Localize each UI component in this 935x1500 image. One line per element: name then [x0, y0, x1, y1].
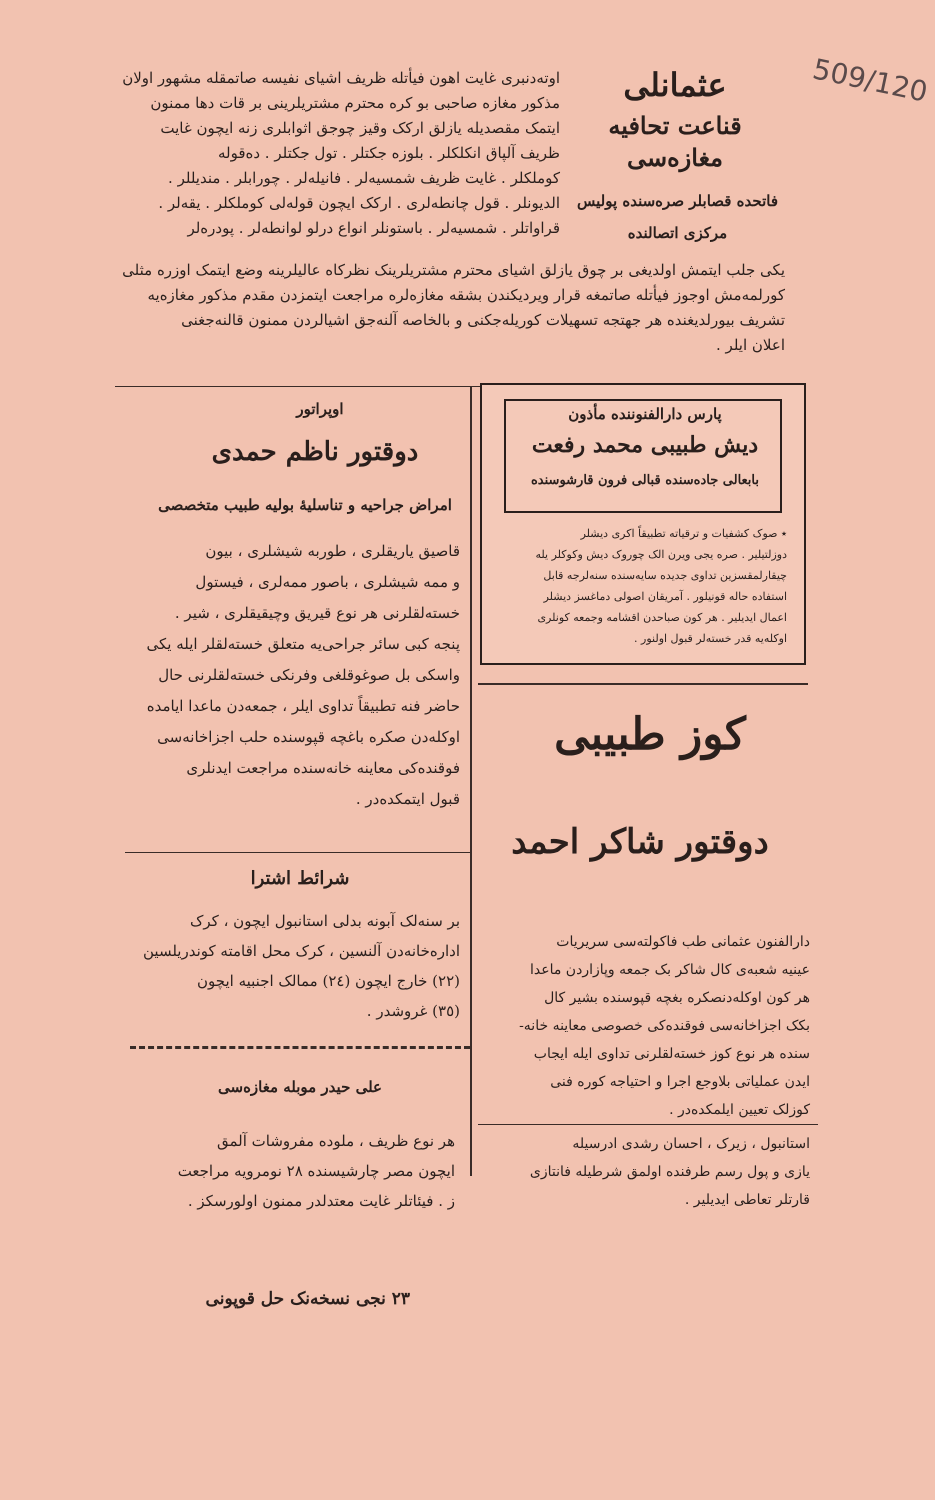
text-line: کوزلک تعیین ایلمکده‌در . [669, 1102, 810, 1118]
text-line: ٭ صوک کشفیات و ترقیاته تطبیقاً اکری دیشلر [580, 527, 787, 540]
store-body-full [105, 258, 785, 358]
text-line: هر کون اوکله‌دنصکره بغچه قپوسنده بشیر کال [544, 990, 810, 1006]
store-address-line1: فاتحده قصابلر صره‌سنده پولیس [576, 192, 778, 210]
furniture-body [160, 1126, 455, 1216]
text-line: حاضر فنه تطبیقاً تداوی ایلر ، جمعه‌دن ماعدا ایامده [146, 697, 460, 715]
surgeon-name: دوقتور ناظم حمدی [211, 437, 419, 467]
column-divider [470, 386, 472, 1176]
text-line: عینیه شعبه‌ی کال شاکر بک جمعه وپازاردن ماعدا [530, 962, 810, 978]
store-body-column [105, 66, 560, 241]
subscription-body [135, 906, 460, 1026]
subscription-title: شرائط اشترا [250, 868, 350, 889]
text-line: اوکله‌یه قدر خسته‌لر قبول اولنور . [634, 632, 787, 645]
text-line: قارتلر تعاطی ایدیلیر . [684, 1192, 810, 1208]
text-line: تشریف بیورلدیغنده هر جهتجه تسهیلات کوریله‌جکنی و بالخاصه آلنه‌جق اشیالردن ممنون قالنه‌جغنی [181, 311, 785, 329]
dentist-header: پارس دارالفنوننده مأذون [568, 405, 722, 423]
text-line: ایدن عملیاتی بلاوجع اجرا و احتیاجه کوره فنی [550, 1074, 810, 1090]
text-line: قاصیق یاریقلری ، طوربه شیشلری ، بیون [205, 542, 460, 560]
text-line: ایتمک مقصدیله یازلق ارکک وقیز چوجق اثوابلری زنه ایچون غایت [160, 119, 560, 137]
dentist-body [502, 523, 787, 649]
text-line: دوزلتیلیر . صره یجی ویرن الک چوروک دیش وکوکلر یله [535, 548, 787, 561]
text-line: کوملکلر . غایت ظریف شمسیه‌لر . فانیله‌لر . چورابلر . مندیللر . [168, 169, 560, 187]
eye-doctor-body [490, 928, 810, 1124]
dentist-ad-box [480, 383, 806, 665]
text-line: خسته‌لقلرنی هر نوع قیریق وچیقیقلری ، شیر . [174, 604, 460, 622]
store-title-line2: قناعت تحافیه مغازه‌سی [608, 111, 742, 172]
text-line: واسکی بل صوغوقلغی وفرنکی خسته‌لقلرنی حال [158, 666, 460, 684]
eye-doctor-title: کوز طبیبی [554, 709, 746, 760]
handwritten-note: 509/120 [809, 52, 931, 109]
text-line: اوته‌دنبری غایت اهون فیأتله ظریف اشیای نفیسه صاتمقله مشهور اولان [122, 69, 560, 87]
eye-doctor-name: دوقتور شاکر احمد [511, 822, 769, 862]
dentist-address: بابعالی جاده‌سنده قبالی فرون قارشوسنده [531, 473, 759, 488]
postcard-body [490, 1130, 810, 1214]
dashed-divider [130, 1046, 470, 1049]
text-line: بر سنه‌لک آبونه بدلی استانبول ایچون ، کرک [189, 912, 460, 930]
text-line: قراواتلر . شمسیه‌لر . باستونلر انواع درلو لوانطه‌لر . پودره‌لر [187, 219, 560, 237]
text-line: سنده هر نوع کوز خسته‌لقلرنی تداوی ایله ایجاب [533, 1046, 810, 1062]
text-line: اعلان ایلر . [716, 336, 785, 354]
surgeon-title: اوپراتور [296, 400, 344, 418]
text-line: ظریف آلپاق انکلکلر . بلوزه جکتلر . تول جکتلر . ده‌قوله [217, 144, 560, 162]
furniture-title: علی حیدر موبله مغازه‌سی [218, 1078, 382, 1096]
text-line: اداره‌خانه‌دن آلنسین ، کرک محل اقامته کوندریلسین [143, 942, 460, 960]
text-line: هر نوع ظریف ، ملوده مفروشات آلمق [216, 1132, 455, 1150]
text-line: پنجه کبی سائر جراحی‌یه متعلق خسته‌لقلر ایله یکی [146, 635, 460, 653]
surgeon-specialty: امراض جراحیه و تناسلیهٔ بولیه طبیب متخصصی [158, 496, 452, 514]
text-line: یازی و پول رسم طرفنده اولمق شرطیله فانتازی [529, 1164, 810, 1180]
text-line: مذکور مغازه صاحبی بو کره محترم مشتریلرینی بر قات دها ممنون [150, 94, 560, 112]
text-line: فوقنده‌کی معاینه خانه‌سنده مراجعت ایدنلری [186, 759, 460, 777]
text-line: دارالفنون عثمانی طب فاکولته‌سی سریریات [556, 934, 810, 950]
divider [478, 1124, 818, 1125]
text-line: کورلمه‌مش اوجوز فیأتله صاتمغه قرار ویردیکندن بشقه مغازه‌لره مراجعت ایتمزدن مقدم مذکور مغازه‌یه [147, 286, 785, 304]
text-line: ایچون مصر چارشیسنده ٢٨ نومرویه مراجعت [177, 1162, 455, 1180]
text-line: قبول ایتمکده‌در . [355, 790, 460, 808]
text-line: و ممه شیشلری ، باصور ممه‌لری ، فیستول [195, 573, 460, 591]
text-line: استفاده حاله قونیلور . آمریقان اصولی دماغسز دیشلر [543, 590, 787, 603]
text-line: یکی جلب ایتمش اولدیغی بر چوق یازلق اشیای محترم مشتریلرینک نظرکاه عالیلرینه وضع ایتمک اوزره مثلی [122, 261, 785, 279]
text-line: الدیونلر . قول چانطه‌لری . ارکک ایچون قوله‌لی کوملکلر . یقه‌لر . [158, 194, 560, 212]
text-line: (٢٢) خارج ایچون (٢٤) ممالک اجنبیه ایچون [197, 972, 460, 990]
text-line: استانبول ، زیرک ، احسان رشدی ادرسیله [572, 1136, 810, 1152]
surgeon-body [130, 536, 460, 815]
text-line: اوکله‌دن صکره باغچه قپوسنده حلب اجزاخانه‌سی [157, 728, 460, 746]
text-line: ز . فیئاتلر غایت معتدلدر ممنون اولورسکز . [187, 1192, 455, 1210]
text-line: چیقارلمقسزین تداوی جدیده سایه‌سنده سنه‌لرجه قابل [543, 569, 787, 582]
text-line: بکک اجزاخانه‌سی فوقنده‌کی خصوصی معاینه خانه- [519, 1018, 810, 1034]
text-line: (٣٥) غروشدر . [366, 1002, 460, 1020]
divider [478, 683, 808, 685]
dentist-name: دیش طبیبی محمد رفعت [531, 432, 759, 458]
store-address-line2: مرکزی اتصالنده [627, 224, 728, 242]
footer-coupon: ٢٣ نجی نسخه‌نک حل قوپونی [205, 1289, 410, 1309]
store-title-line1: عثمانلی [623, 66, 727, 104]
divider [125, 852, 470, 853]
text-line: اعمال ایدیلیر . هر کون صباحدن اقشامه وجمعه کونلری [537, 611, 787, 624]
